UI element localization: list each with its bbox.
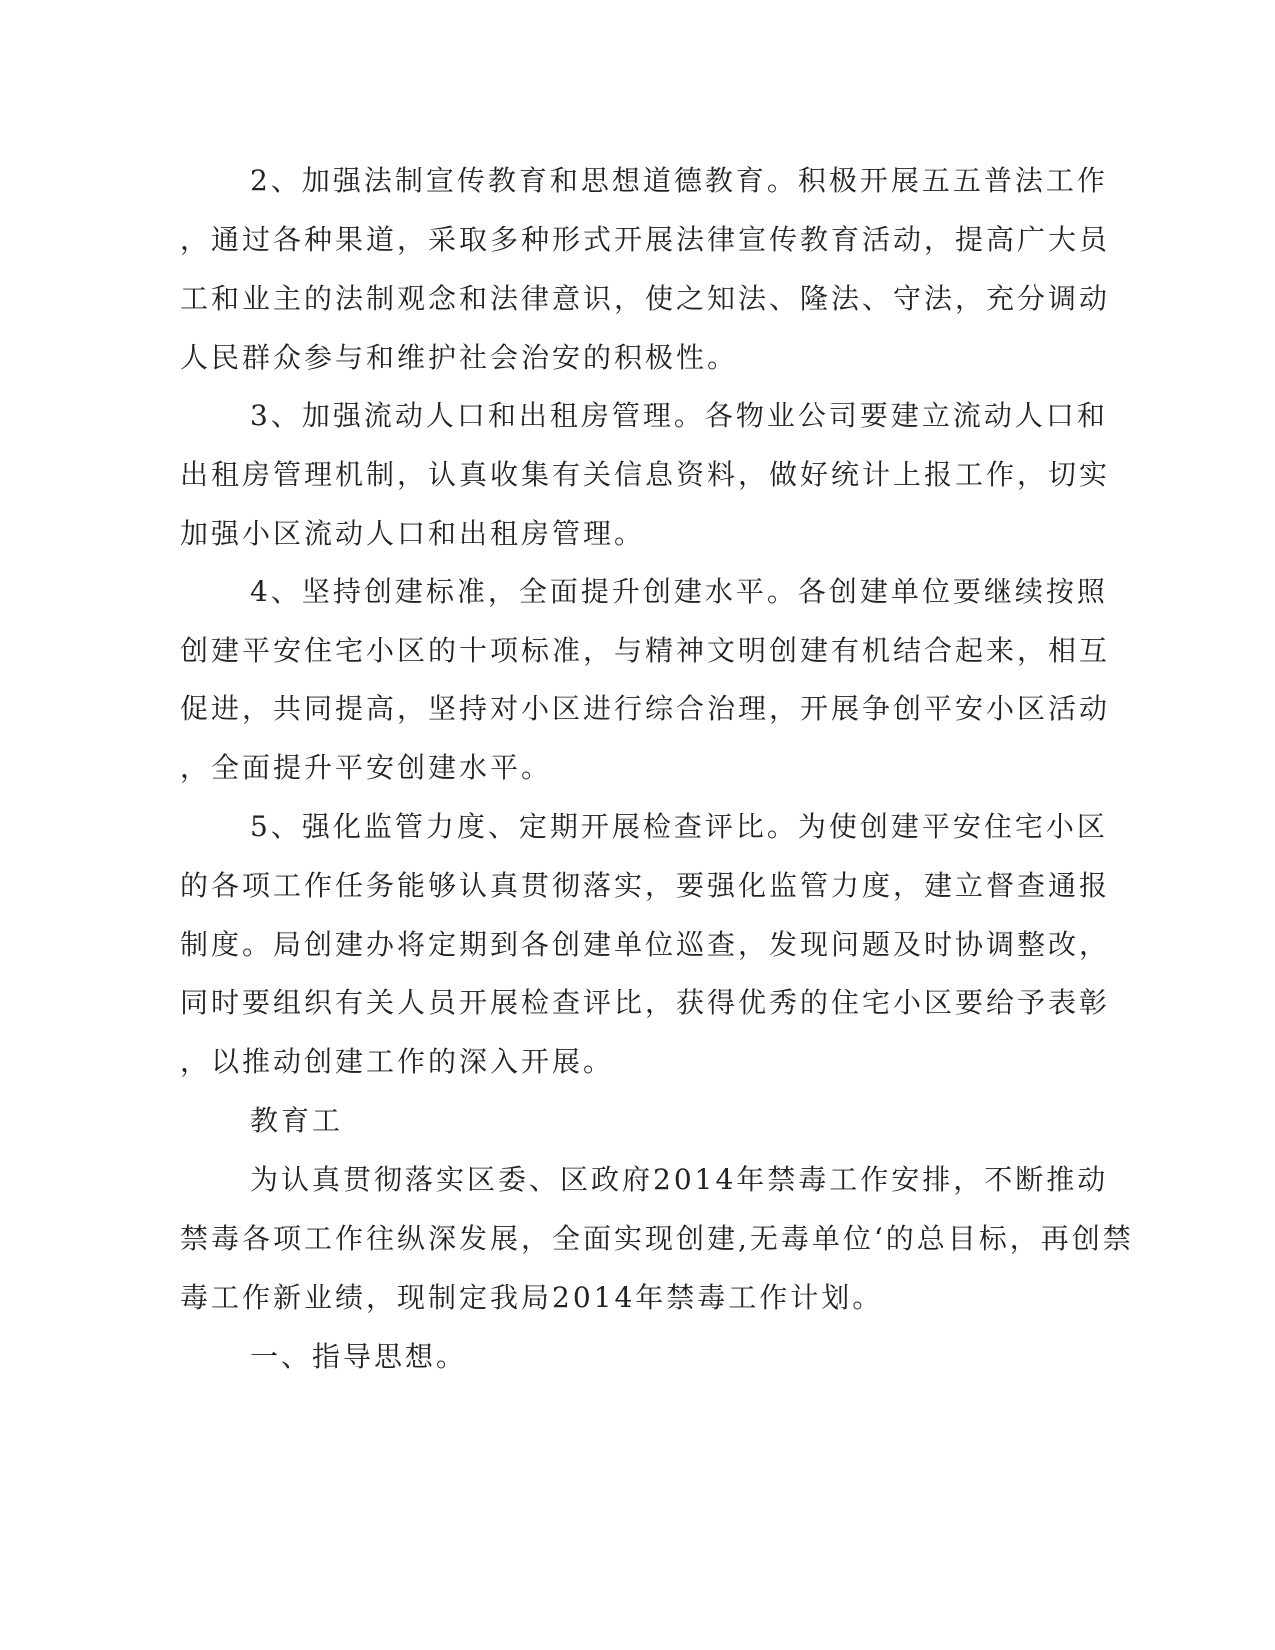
paragraph-3-line-2: 出租房管理机制，认真收集有关信息资料，做好统计上报工作，切实 xyxy=(180,458,1111,491)
paragraph-2-line-2: ，通过各种果道，采取多种形式开展法律宣传教育活动，提高广大员 xyxy=(180,223,1111,256)
paragraph-4-line-3: 促进，共同提高，坚持对小区进行综合治理，开展争创平安小区活动 xyxy=(180,692,1111,725)
section-heading: 教育工 xyxy=(250,1104,344,1137)
paragraph-4-line-1: 4、坚持创建标准，全面提升创建水平。各创建单位要继续按照 xyxy=(250,575,1108,608)
paragraph-5-line-4: 同时要组织有关人员开展检查评比，获得优秀的住宅小区要给予表彰 xyxy=(180,986,1111,1019)
paragraph-3-line-1: 3、加强流动人口和出租房管理。各物业公司要建立流动人口和 xyxy=(250,399,1108,432)
paragraph-5-line-2: 的各项工作任务能够认真贯彻落实，要强化监管力度，建立督查通报 xyxy=(180,869,1111,902)
paragraph-3-line-3: 加强小区流动人口和出租房管理。 xyxy=(180,517,646,550)
paragraph-5-line-1: 5、强化监管力度、定期开展检查评比。为使创建平安住宅小区 xyxy=(250,810,1108,843)
paragraph-5-line-3: 制度。局创建办将定期到各创建单位巡查，发现问题及时协调整改， xyxy=(180,928,1111,961)
intro-paragraph-line-1: 为认真贯彻落实区委、区政府2014年禁毒工作安排，不断推动 xyxy=(250,1163,1109,1196)
intro-paragraph-line-3: 毒工作新业绩，现制定我局2014年禁毒工作计划。 xyxy=(180,1281,884,1314)
heading-guiding-thought: 一、指导思想。 xyxy=(250,1340,468,1373)
intro-paragraph-line-2: 禁毒各项工作往纵深发展，全面实现创建,无毒单位‘的总目标，再创禁 xyxy=(180,1222,1134,1255)
paragraph-4-line-4: ，全面提升平安创建水平。 xyxy=(180,751,553,784)
paragraph-4-line-2: 创建平安住宅小区的十项标准，与精神文明创建有机结合起来，相互 xyxy=(180,634,1111,667)
paragraph-2-line-1: 2、加强法制宣传教育和思想道德教育。积极开展五五普法工作 xyxy=(250,164,1108,197)
paragraph-2-line-3: 工和业主的法制观念和法律意识，使之知法、隆法、守法，充分调动 xyxy=(180,282,1111,315)
paragraph-5-line-5: ，以推动创建工作的深入开展。 xyxy=(180,1045,615,1078)
paragraph-2-line-4: 人民群众参与和维护社会治安的积极性。 xyxy=(180,341,739,374)
